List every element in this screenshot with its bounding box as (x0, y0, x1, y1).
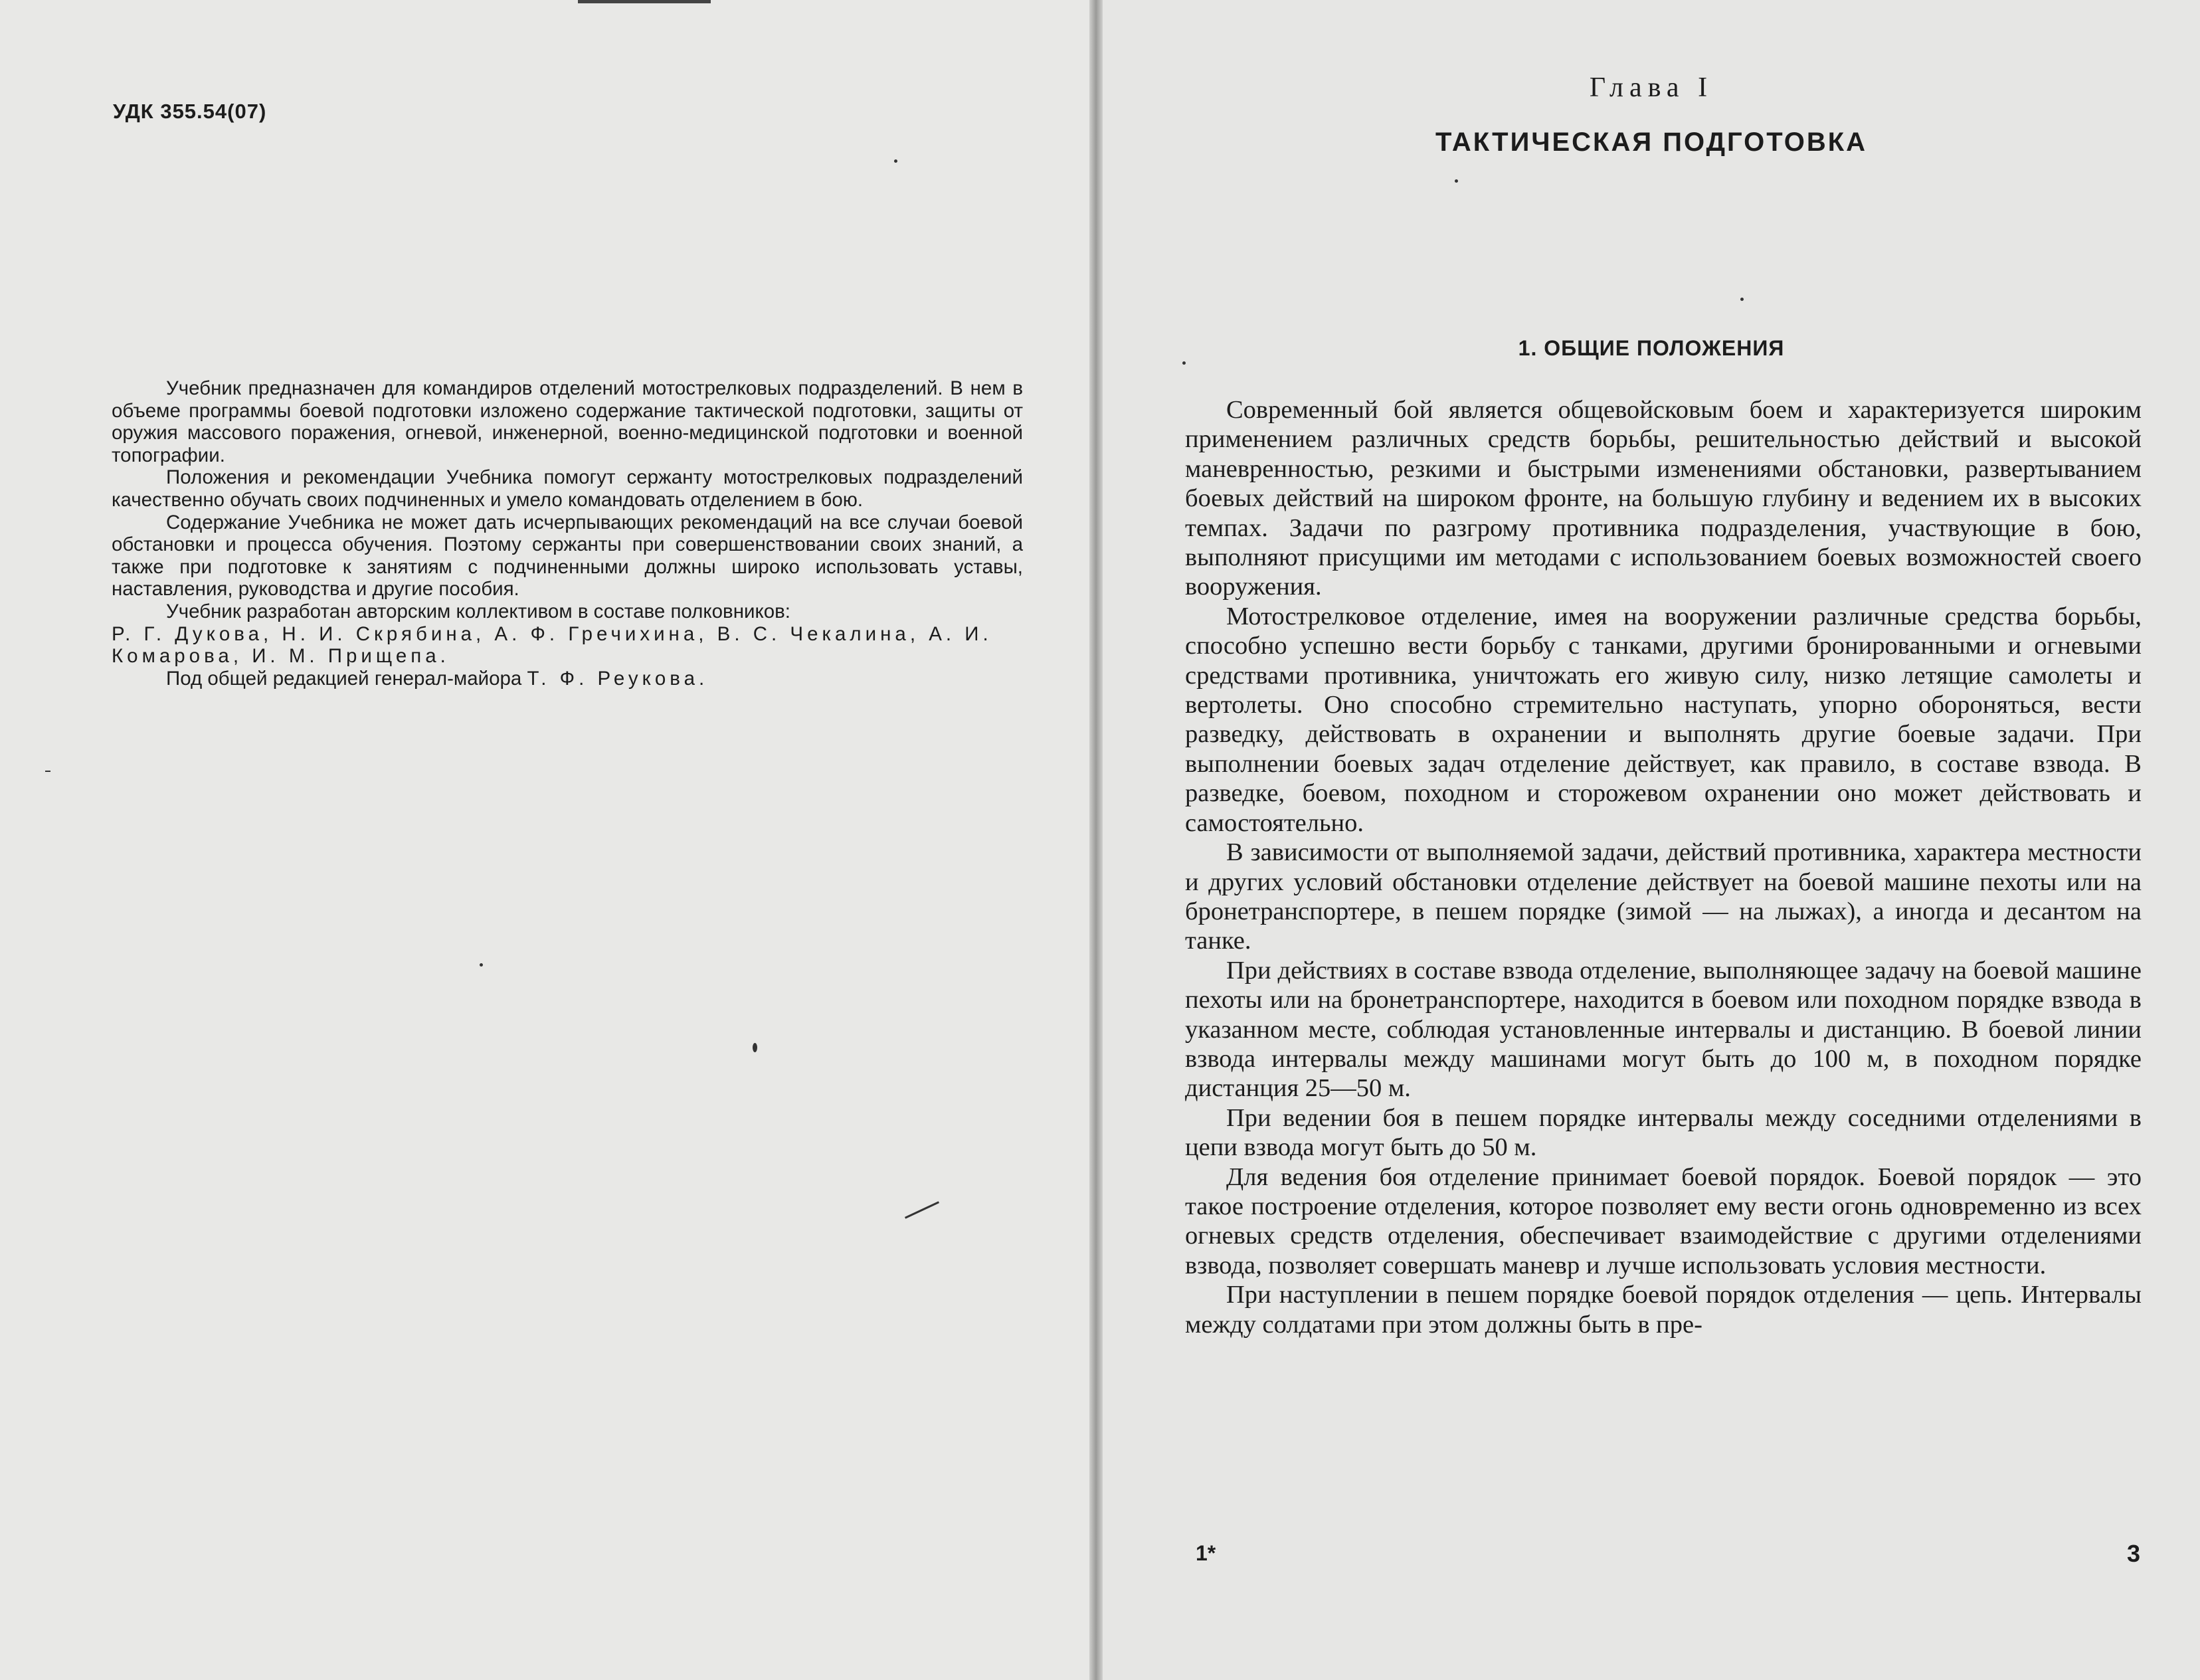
chapter-heading: Глава I (1589, 72, 1714, 103)
editor-prefix: Под общей редакцией генерал-майора (166, 667, 522, 690)
editor-name: Т. Ф. Реукова. (527, 667, 709, 690)
print-speck (1455, 179, 1458, 183)
page-number: 3 (2126, 1540, 2140, 1567)
left-page (0, 0, 1089, 1680)
body-paragraph: Мотострелковое отделение, имея на вооружении различные средства борьбы, способно успешно вести борьбу с танками, другими бронированными и огневыми средствами противника, уничтожать его живую силу, низко летящие самолеты и вертолеты. Оно способно стремительно наступать, упорно обороняться, вести разведку, действовать в охранении и выполнять другие боевые задачи. При выполнении боевых задач отделение действует, как правило, в составе взвода. В разведке, боевом, походном и сторожевом охранении оно может действовать и самостоятельно. (1185, 602, 2142, 837)
section-title: 1. ОБЩИЕ ПОЛОЖЕНИЯ (1518, 336, 1785, 360)
annotation-paragraph: Положения и рекомендации Учебника помогут сержанту мотострелковых подразделений качественно обучать своих подчиненных и умело командовать отделением в бою. (112, 466, 1023, 511)
annotation-paragraph: Учебник разработан авторским коллективом в составе полковников: (166, 600, 790, 622)
authors-list: Р. Г. Дукова, Н. И. Скрябина, А. Ф. Гречихина, В. С. Чекалина, А. И. Комарова, И. М. Прищепа. (112, 622, 992, 668)
body-paragraph: При наступлении в пешем порядке боевой порядок отделения — цепь. Интервалы между солдатами при этом должны быть в пре- (1185, 1281, 2142, 1339)
chapter-title: ТАКТИЧЕСКАЯ ПОДГОТОВКА (1435, 128, 1868, 157)
print-speck (905, 1201, 939, 1218)
print-speck (753, 1043, 757, 1052)
print-speck (1740, 298, 1744, 301)
print-speck (1182, 361, 1186, 365)
print-speck (894, 159, 897, 163)
body-paragraph: Современный бой является общевойсковым боем и характеризуется широким применением различных средств борьбы, решительностью действий и высокой маневренностью, резкими и быстрыми изменениями обстановки, развертыванием боевых действий на широком фронте, на большую глубину и ведением их в высоких темпах. Задачи по разгрому противника подразделения, участвующие в бою, выполняют присущими им методами с использованием боевых возможностей своего вооружения. (1185, 396, 2142, 601)
print-speck (480, 963, 483, 967)
editor-line (112, 668, 1023, 690)
binding-mark (578, 0, 711, 3)
body-paragraph: При ведении боя в пешем порядке интервалы между соседними отделениями в цепи взвода могут быть до 50 м. (1185, 1103, 2142, 1162)
print-speck (45, 771, 50, 772)
body-paragraph: Для ведения боя отделение принимает боевой порядок. Боевой порядок — это такое построение отделения, которое позволяет ему вести огонь одновременно из всех огневых средств отделения, обеспечивает взаимодействие с другими отделениями взвода, позволяет совершать маневр и лучше использовать условия местности. (1185, 1163, 2142, 1279)
annotation-paragraph: Содержание Учебника не может дать исчерпывающих рекомендаций на все случаи боевой обстановки и процесса обучения. Поэтому сержанты при совершенствовании своих знаний, а также при подготовке к занятиям с подчиненными должны широко использовать уставы, наставления, руководства и другие пособия. (112, 511, 1023, 601)
book-gutter (1089, 0, 1103, 1680)
body-paragraph: При действиях в составе взвода отделение, выполняющее задачу на боевой машине пехоты или на бронетранспортере, находится в боевом или походном порядке взвода в указанном месте, соблюдая установленные интервалы и дистанцию. В боевой линии взвода интервалы между машинами могут быть до 100 м, в походном порядке дистанция 25—50 м. (1185, 956, 2142, 1103)
right-page (1103, 0, 2200, 1680)
printer-signature: 1* (1196, 1541, 1216, 1565)
chapter-body (1185, 395, 2142, 1339)
udc-code: УДК 355.54(07) (113, 100, 267, 123)
book-annotation (112, 377, 1023, 690)
body-paragraph: В зависимости от выполняемой задачи, действий противника, характера местности и других условий обстановки отделение действует на боевой машине пехоты или на бронетранспортере, в пешем порядке (зимой — на лыжах), а иногда и десантом на танке. (1185, 838, 2142, 955)
annotation-paragraph: Учебник предназначен для командиров отделений мотострелковых подразделений. В нем в объеме программы боевой подготовки изложено содержание тактической подготовки, защиты от оружия массового поражения, огневой, инженерной, военно-медицинской подготовки и военной топографии. (112, 377, 1023, 466)
